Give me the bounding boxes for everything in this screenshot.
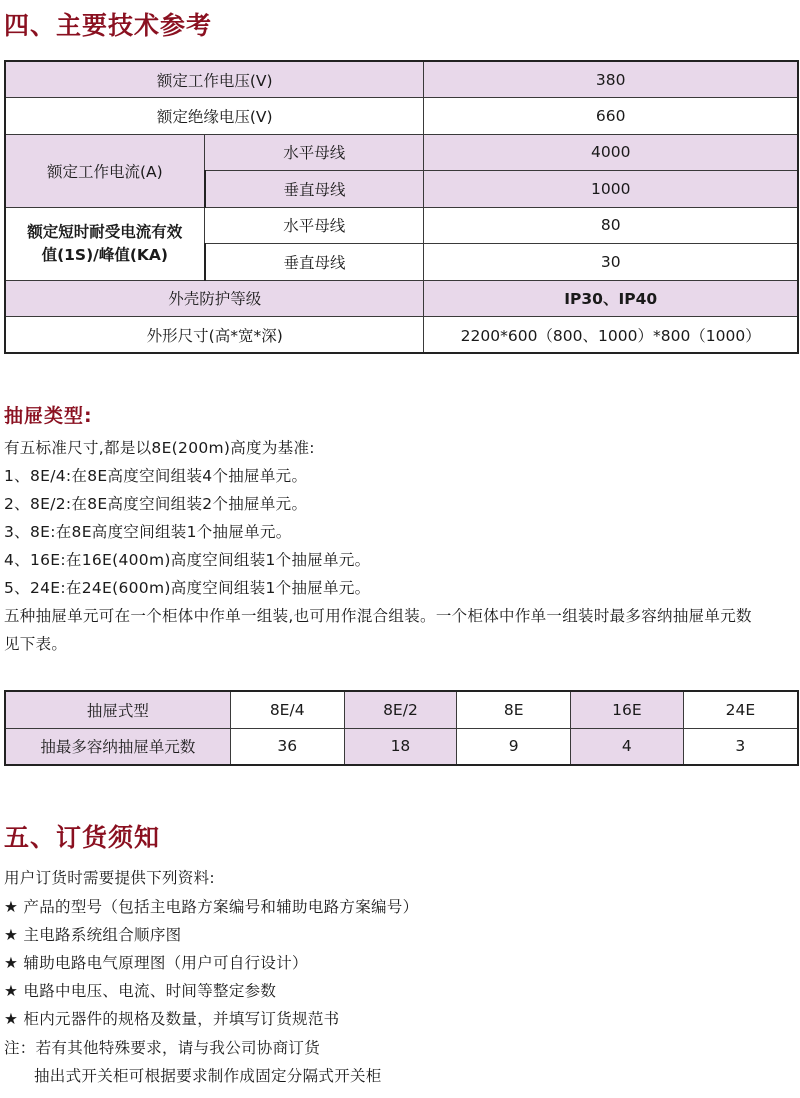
drawer-type-item: 5、24E:在24E(600m)高度空间组装1个抽屉单元。: [4, 579, 371, 597]
drawer-count-cell: 3: [683, 728, 798, 765]
rated-voltage-label: 额定工作电压(V): [5, 61, 424, 98]
ordering-item: ★ 产品的型号（包括主电路方案编号和辅助电路方案编号）: [4, 898, 419, 916]
table-row: [5, 61, 798, 98]
table-row: [5, 728, 798, 765]
drawer-type-item: 2、8E/2:在8E高度空间组装2个抽屉单元。: [4, 495, 308, 513]
table-row: [5, 691, 798, 728]
ordering-item: ★ 电路中电压、电流、时间等整定参数: [4, 982, 277, 1000]
table-row: [5, 280, 798, 317]
drawer-intro-text: 有五标准尺寸,都是以8E(200m)高度为基准:: [4, 439, 315, 457]
vertical-busbar-label: 垂直母线: [205, 244, 424, 281]
drawer-count-header: 抽最多容纳抽屉单元数: [5, 728, 230, 765]
table-row: [5, 98, 798, 135]
short-time-vertical-value: 30: [424, 244, 798, 281]
drawer-type-item: 1、8E/4:在8E高度空间组装4个抽屉单元。: [4, 467, 308, 485]
table-row: [5, 317, 798, 354]
rated-current-horizontal-value: 4000: [424, 134, 798, 171]
rated-voltage-value: 380: [424, 61, 798, 98]
short-time-horizontal-value: 80: [424, 207, 798, 244]
ordering-item: ★ 柜内元器件的规格及数量，并填写订货规范书: [4, 1010, 340, 1028]
drawer-types-title: 抽屉类型:: [4, 405, 93, 427]
vertical-busbar-label: 垂直母线: [205, 171, 424, 208]
drawer-type-item: 4、16E:在16E(400m)高度空间组装1个抽屉单元。: [4, 551, 371, 569]
drawer-type-cell: 16E: [571, 691, 684, 728]
dimensions-label: 外形尺寸(高*宽*深): [5, 317, 424, 354]
ordering-note: 抽出式开关柜可根据要求制作成固定分隔式开关柜: [34, 1067, 382, 1085]
section-title-technical: 四、主要技术参考: [4, 11, 213, 40]
table-row: [5, 134, 798, 171]
rated-current-label: 额定工作电流(A): [5, 134, 205, 207]
drawer-count-cell: 9: [457, 728, 571, 765]
drawer-type-cell: 8E/4: [230, 691, 344, 728]
drawer-count-table: [4, 690, 799, 766]
drawer-note-text: 五种抽屉单元可在一个柜体中作单一组装,也可用作混合组装。一个柜体中作单一组装时最多容纳抽屉单元数: [4, 607, 752, 625]
ordering-item: ★ 主电路系统组合顺序图: [4, 926, 182, 944]
drawer-type-cell: 24E: [683, 691, 798, 728]
drawer-count-cell: 18: [344, 728, 457, 765]
horizontal-busbar-label: 水平母线: [205, 134, 424, 171]
horizontal-busbar-label: 水平母线: [205, 207, 424, 244]
drawer-type-header: 抽屉式型: [5, 691, 230, 728]
rated-current-vertical-value: 1000: [424, 171, 798, 208]
drawer-type-cell: 8E: [457, 691, 571, 728]
short-time-current-label: 额定短时耐受电流有效值(1S)/峰值(KA): [5, 207, 205, 280]
spec-table: [4, 60, 799, 354]
drawer-count-cell: 4: [571, 728, 684, 765]
enclosure-protection-label: 外壳防护等级: [5, 280, 424, 317]
insulation-voltage-label: 额定绝缘电压(V): [5, 98, 424, 135]
ordering-note: 注：若有其他特殊要求，请与我公司协商订货: [4, 1039, 321, 1057]
drawer-count-cell: 36: [230, 728, 344, 765]
enclosure-protection-value: IP30、IP40: [424, 280, 798, 317]
section-title-ordering: 五、订货须知: [4, 823, 161, 852]
table-row: [5, 207, 798, 244]
drawer-type-cell: 8E/2: [344, 691, 457, 728]
drawer-type-item: 3、8E:在8E高度空间组装1个抽屉单元。: [4, 523, 292, 541]
ordering-intro-text: 用户订货时需要提供下列资料:: [4, 869, 215, 887]
ordering-item: ★ 辅助电路电气原理图（用户可自行设计）: [4, 954, 308, 972]
drawer-note-text: 见下表。: [4, 635, 68, 653]
dimensions-value: 2200*600（800、1000）*800（1000）: [424, 317, 798, 354]
insulation-voltage-value: 660: [424, 98, 798, 135]
